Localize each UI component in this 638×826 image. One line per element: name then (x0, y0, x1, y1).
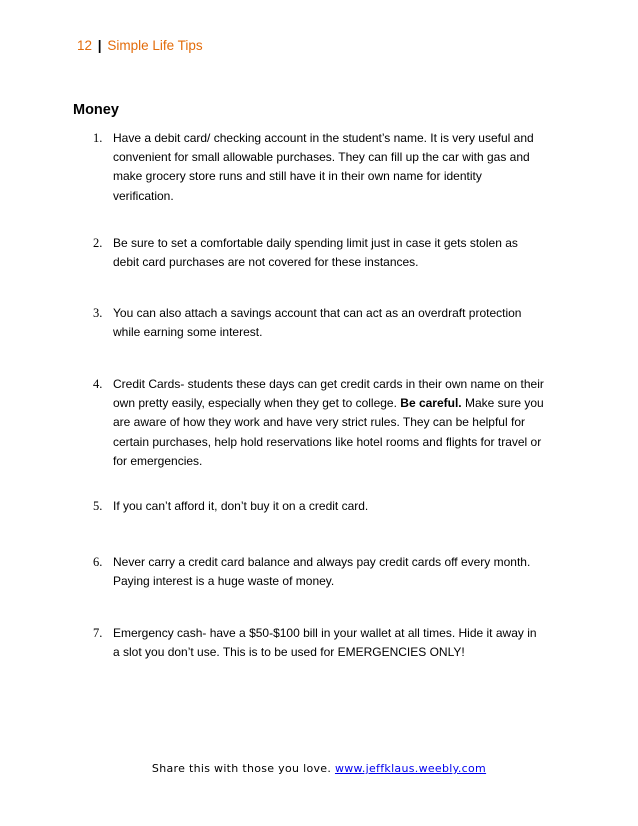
list-marker: 1. (93, 131, 103, 145)
text-line: If you can’t afford it, don’t buy it on a credit card. (113, 499, 369, 513)
text-line: certain purchases, help hold reservations like hotel rooms and flights for travel or (113, 434, 542, 449)
text-line: while earning some interest. (113, 325, 263, 340)
page-footer (0, 762, 638, 775)
page-header (77, 38, 203, 53)
list-item-text (113, 234, 563, 272)
text-line: convenient for small allowable purchases. They can fill up the car with gas and (113, 150, 530, 165)
list-marker: 2. (93, 236, 103, 250)
footer-text: Share this with those you love. (151, 762, 332, 775)
list-item-text (113, 624, 563, 662)
list-marker: 4. (93, 377, 103, 391)
footer-link[interactable]: www.jeffklaus.weebly.com (334, 762, 487, 775)
list-item-text (113, 375, 563, 471)
page-number: 12 (77, 38, 93, 53)
text-line: Credit Cards- students these days can get credit cards in their own name on their (113, 377, 544, 391)
text-line: Emergency cash- have a $50-$100 bill in your wallet at all times. Hide it away in (113, 626, 537, 640)
section-title: Money (73, 102, 119, 118)
list-item-text (113, 553, 563, 591)
list-marker: 5. (93, 499, 103, 513)
text-line: Paying interest is a huge waste of money. (113, 574, 335, 589)
text-line: make grocery store runs and still have it in their own name for identity (113, 169, 482, 184)
text-line: verification. (113, 188, 174, 203)
header-title: Simple Life Tips (107, 38, 203, 53)
list-item-text (113, 129, 563, 206)
text-run: Make sure you (461, 396, 544, 411)
text-line: Have a debit card/ checking account in the student’s name. It is very useful and (113, 131, 534, 145)
list-marker: 7. (93, 626, 103, 640)
list-marker: 3. (93, 306, 103, 320)
text-line: a slot you don’t use. This is to be used for EMERGENCIES ONLY! (113, 645, 465, 660)
text-run: own pretty easily, especially when they get to college. (113, 396, 401, 411)
bold-emphasis: Be careful. (400, 396, 462, 411)
text-line: Never carry a credit card balance and always pay credit cards off every month. (113, 555, 531, 569)
list-item-text (113, 304, 563, 342)
list-marker: 6. (93, 555, 103, 569)
text-line: for emergencies. (113, 453, 203, 468)
header-separator: | (97, 38, 102, 53)
text-line: You can also attach a savings account that can act as an overdraft protection (113, 306, 522, 320)
text-line: debit card purchases are not covered for these instances. (113, 255, 419, 270)
text-line (113, 394, 563, 413)
list-item-text (113, 497, 563, 516)
text-line: Be sure to set a comfortable daily spending limit just in case it gets stolen as (113, 236, 518, 250)
text-line: are aware of how they work and have very strict rules. They can be helpful for (113, 415, 525, 430)
